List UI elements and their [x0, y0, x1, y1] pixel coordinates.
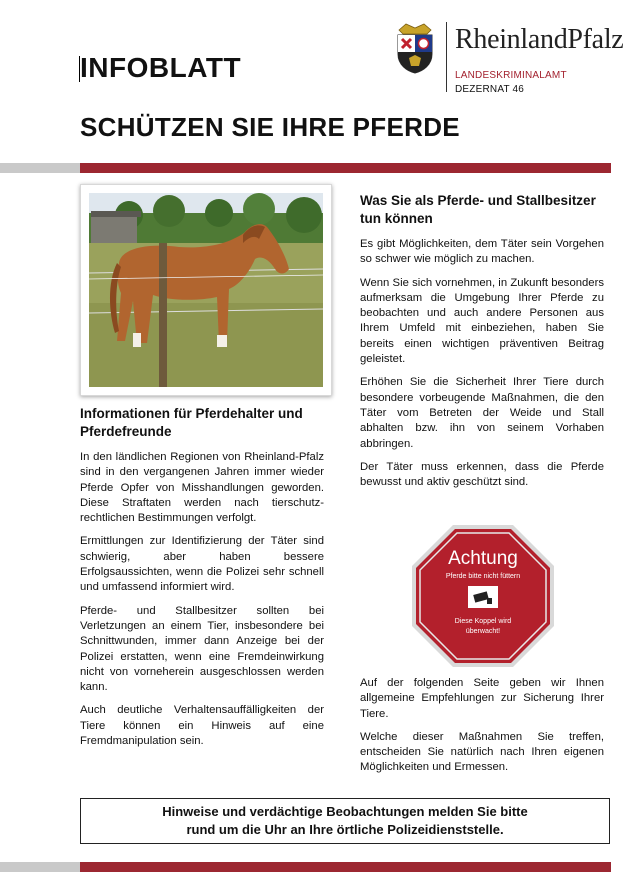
right-column-body	[360, 237, 604, 490]
brand-department: DEZERNAT 46	[455, 84, 525, 95]
left-column-heading: Informationen für Pferdehalter und Pferdefreunde	[80, 406, 303, 439]
left-paragraph: Auch deutliche Verhaltensauffälligkeiten der Tiere können ein Hinweis auf eine Fremdmanipulation sein.	[80, 704, 324, 748]
kicker: INFOBLATT	[80, 52, 242, 83]
footer-line2: rund um die Uhr an Ihre örtliche Polizeidienststelle.	[186, 822, 504, 837]
footer-line1: Hinweise und verdächtige Beobachtungen melden Sie bitte	[162, 804, 528, 819]
right-column-body-after	[360, 676, 604, 776]
sign-line3: überwacht!	[465, 628, 501, 635]
footer-notice	[80, 798, 610, 844]
right-column-heading: Was Sie als Pferde- und Stallbesitzer tun können	[360, 193, 596, 226]
sign-title: Achtung	[448, 548, 518, 569]
right-paragraph: Der Täter muss erkennen, dass die Pferde bewusst und aktiv geschützt sind.	[360, 460, 604, 489]
horse-photo	[89, 193, 323, 387]
left-paragraph: Ermittlungen zur Identifizierung der Täter sind schwierig, aber haben bessere Erfolgsaussichten, wenn die Polizei sehr schnell und umfassend informiert wird.	[80, 535, 324, 594]
warning-sign	[410, 523, 556, 669]
bottom-rule-gray	[0, 862, 80, 872]
page-title: SCHÜTZEN SIE IHRE PFERDE	[80, 112, 460, 142]
right-paragraph: Erhöhen Sie die Sicherheit Ihrer Tiere durch besondere vorbeugende Maßnahmen, die den Täter vom Betreten der Weide und Stall abhalten bzw. ihn von seinem Vorhaben abbringen.	[360, 376, 604, 450]
horse-photo-frame	[80, 184, 332, 396]
right-paragraph: Wenn Sie sich vornehmen, in Zukunft besonders aufmerksam die Umgebung Ihrer Pferde zu beobachten und auch andere Personen aus Ihrem Umfeld mit einbeziehen, haben Sie bereits einen wichtigen präventiven Beitrag geleistet.	[360, 276, 604, 366]
left-paragraph: In den ländlichen Regionen von Rheinland-Pfalz sind in den vergangenen Jahren immer wieder Pferde Opfer von Misshandlungen geworden. Diese Straftaten werden nach tierschutz-rechtlichen Bestimmungen verfolgt.	[80, 451, 324, 525]
right-paragraph: Es gibt Möglichkeiten, dem Täter sein Vorgehen so schwer wie möglich zu machen.	[360, 238, 604, 266]
sign-line1: Pferde bitte nicht füttern	[445, 573, 521, 580]
right-paragraph: Auf der folgenden Seite geben wir Ihnen allgemeine Empfehlungen zur Sicherung Ihrer Tiere.	[360, 677, 604, 720]
brand-name: RheinlandPfalz	[455, 24, 624, 55]
camera-icon	[468, 586, 498, 608]
left-column-body	[80, 450, 324, 749]
left-paragraph: Pferde- und Stallbesitzer sollten bei Verletzungen an einem Tier, insbesondere bei Schnittwunden, immer dann Anzeige bei der Polizei erstatten, wenn eine Fremdeinwirkung nicht von vorneherein ausgeschlossen werden kann.	[80, 604, 324, 694]
coat-of-arms-logo	[394, 22, 436, 74]
brand-agency: LANDESKRIMINALAMT	[455, 70, 567, 81]
top-rule-gray	[0, 163, 80, 173]
right-paragraph: Welche dieser Maßnahmen Sie treffen, entscheiden Sie natürlich nach Ihren eigenen Möglichkeiten und Ermessen.	[360, 730, 604, 774]
top-rule-red	[80, 163, 611, 173]
sign-line2: Diese Koppel wird	[454, 618, 512, 625]
brand-divider	[446, 22, 447, 92]
bottom-rule-red	[80, 862, 611, 872]
